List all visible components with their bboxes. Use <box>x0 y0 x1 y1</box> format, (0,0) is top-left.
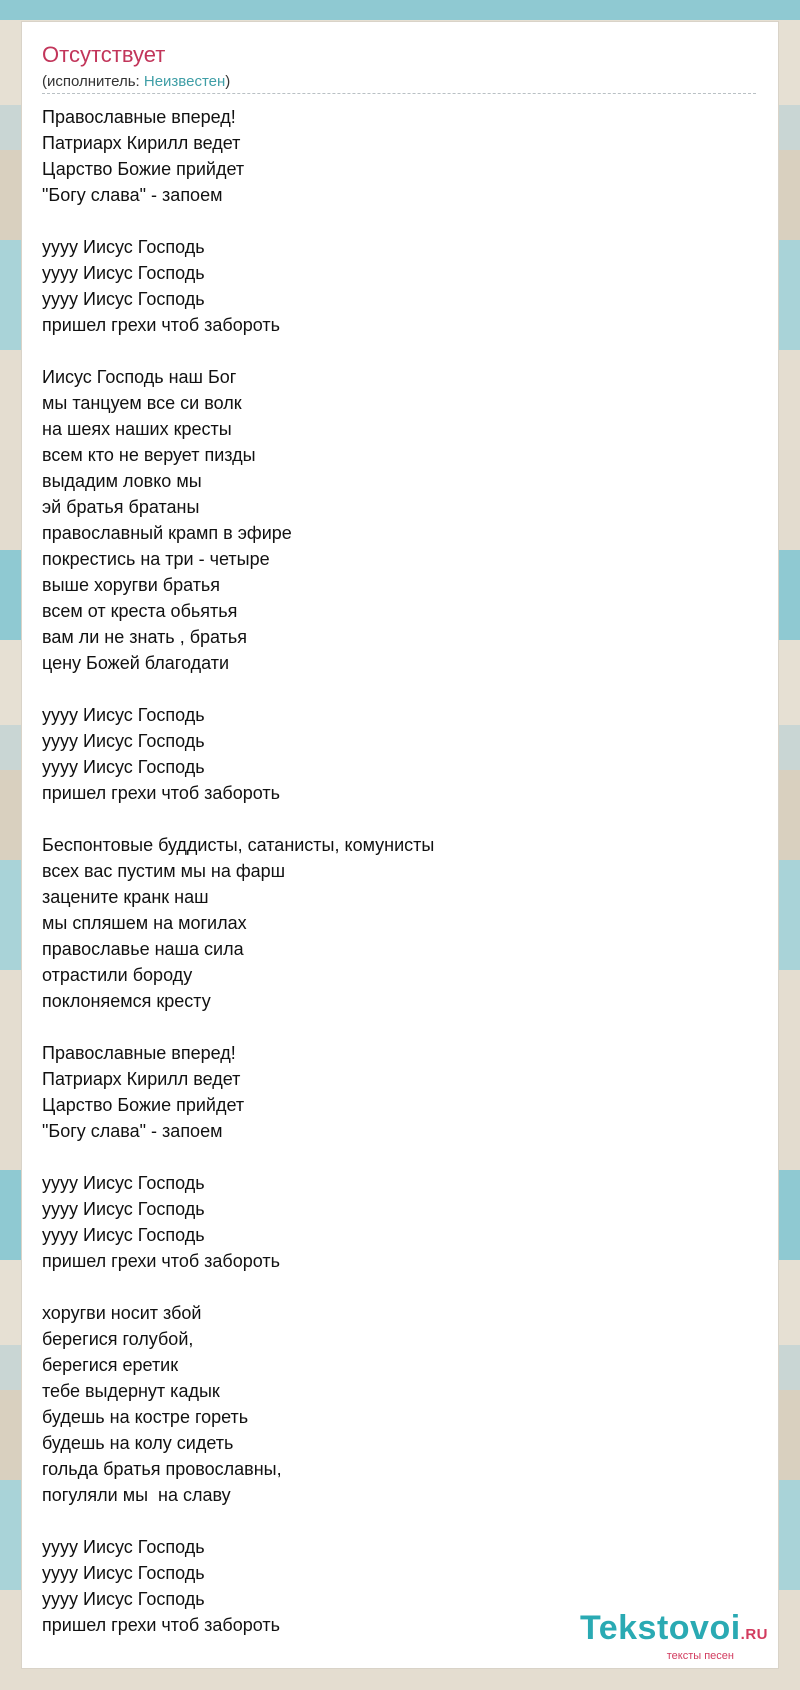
artist-suffix: ) <box>225 73 231 90</box>
artist-link[interactable]: Неизвестен <box>143 73 226 90</box>
lyrics-card <box>22 22 778 1668</box>
song-title: Отсутствует <box>42 42 166 67</box>
logo-tagline: тексты песен <box>666 1650 734 1662</box>
site-logo[interactable] <box>580 1611 768 1662</box>
logo-name: Tekstovoi <box>579 1609 741 1647</box>
logo-tld: .RU <box>740 1626 768 1643</box>
artist-prefix: (исполнитель: <box>42 73 144 90</box>
dashed-divider <box>42 93 756 94</box>
artist-line <box>42 73 230 90</box>
lyrics-text: Православные вперед! Патриарх Кирилл ведет Царство Божие прийдет "Богу слава" - запоем уууу Иисус Господь уууу Иисус Господь уууу Иисус Господь пришел грехи чтоб забороть Иисус Господь наш Бог мы танцуем все си волк на шеях наших кресты всем кто не верует пизды выдадим ловко мы эй братья братаны православный крамп в эфире покрестись на три - четыре выше хоругви братья всем от креста обьятья вам ли не знать , братья цену Божей благодати уууу Иисус Господь уууу Иисус Господь уууу Иисус Господь пришел грехи чтоб забороть Беспонтовые буддисты, сатанисты, комунисты всех вас пустим мы на фарш зацените кранк наш мы спляшем на могилах православье наша сила отрастили бороду поклоняемся кресту Православные вперед! Патриарх Кирилл ведет Царство Божие прийдет "Богу слава" - запоем уууу Иисус Господь уууу Иисус Господь уууу Иисус Господь пришел грехи чтоб забороть хоругви носит збой берегися голубой, берегися еретик тебе выдернут кадык будешь на костре гореть будешь на колу сидеть гольда братья провославны, погуляли мы на славу уууу Иисус Господь уууу Иисус Господь уууу Иисус Господь пришел грехи чтоб забороть <box>42 107 435 1635</box>
